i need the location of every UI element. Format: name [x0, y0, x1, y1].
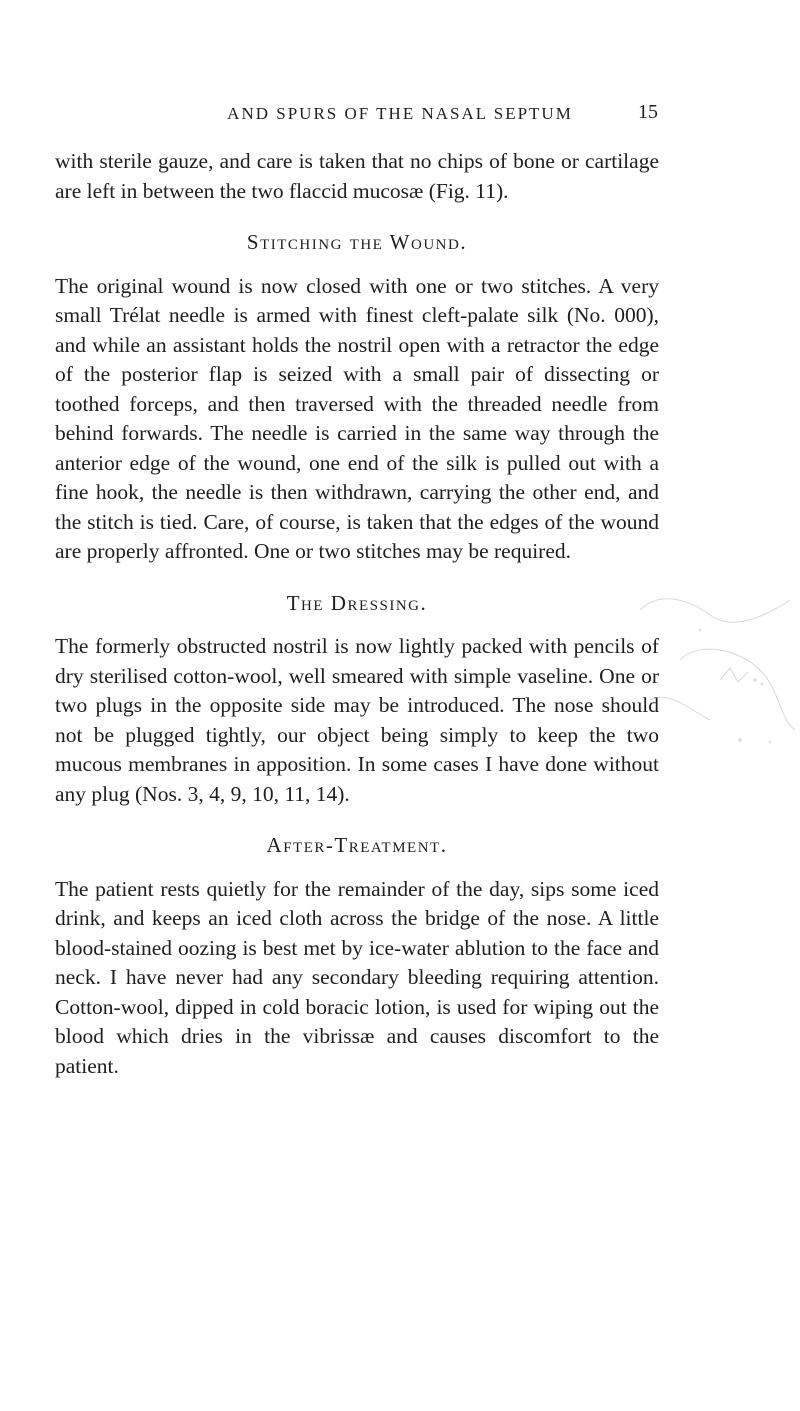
running-title: AND SPURS OF THE NASAL SEPTUM: [227, 104, 573, 123]
heading-stitching: Stitching the Wound.: [246, 230, 468, 254]
heading-dressing: The Dressing.: [286, 590, 428, 615]
heading-after-treatment: After-Treatment.: [266, 833, 448, 857]
paragraph-after-treatment: The patient rests quietly for the remainder of the day, sips some iced drink, and keeps an iced cloth across the bridge of the nose. A little blood-stained oozing is best met by ice-water ablution to the face and neck. I have never had any secondary bleeding requiring attention. Cotton-wool, dipped in cold boracic lotion, is used for wiping out the blood which dries in the vibrissæ and causes discomfort to the patient.: [55, 876, 659, 1078]
paragraph-gauze: with sterile gauze, and care is taken that no chips of bone or cartilage are left in between the two flaccid mucosæ (Fig. 11).: [55, 149, 659, 203]
body-text: [55, 147, 659, 1081]
page-number: 15: [638, 101, 658, 123]
paragraph-stitching: The original wound is now closed with one or two stitches. A very small Trélat needle is armed with finest cleft-palate silk (No. 000), and while an assistant holds the nostril open with a retractor the edge of the posterior flap is seized with a small pair of dissecting or toothed forceps, and then traversed with the threaded needle from behind forwards. The needle is carried in the same way through the anterior edge of the wound, one end of the silk is pulled out with a fine hook, the needle is then withdrawn, carrying the other end, and the stitch is tied. Care, of course, is taken that the edges of the wound are properly affronted. One or two stitches may be required.: [55, 273, 659, 563]
paragraph-dressing: The formerly obstructed nostril is now lightly packed with pencils of dry sterilised cotton-wool, well smeared with simple vaseline. One or two plugs in the opposite side may be introduced. The nose should not be plugged tightly, our object being simply to keep the two mucous membranes in apposition. In some cases I have done without any plug (Nos. 3, 4, 9, 10, 11, 14).: [55, 634, 659, 806]
